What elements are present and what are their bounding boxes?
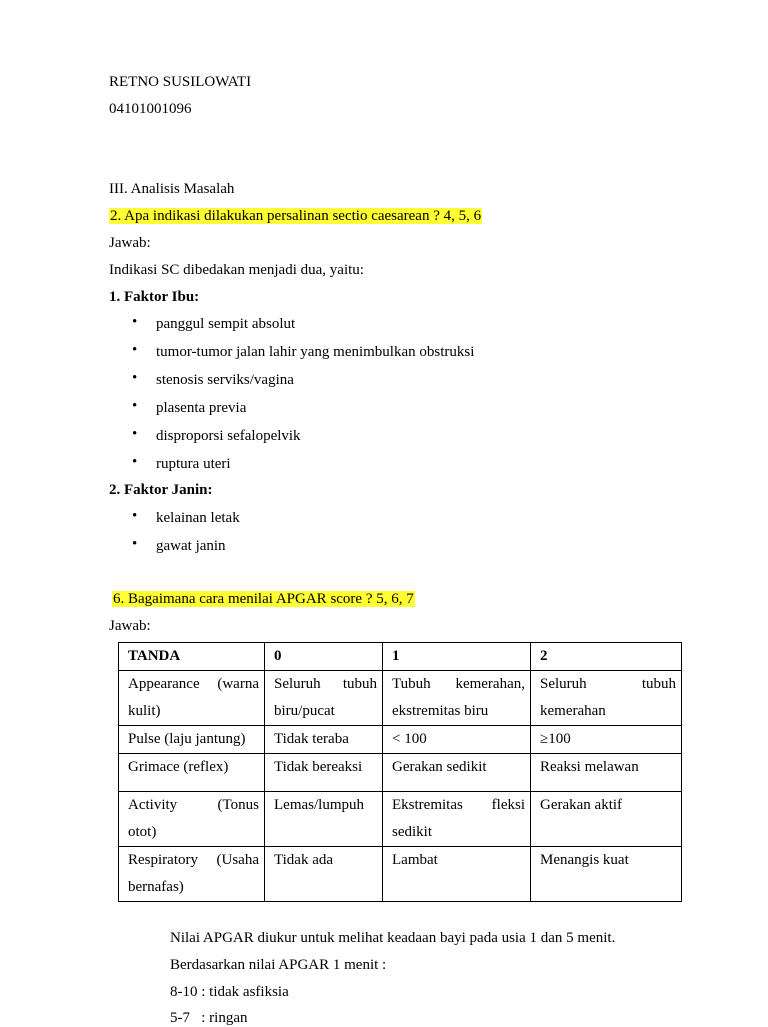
cell-text: sedikit bbox=[392, 824, 432, 840]
list-item: stenosis serviks/vagina bbox=[156, 372, 294, 388]
table-cell: Pulse (laju jantung) bbox=[119, 726, 265, 754]
cell-text: biru/pucat bbox=[274, 703, 335, 719]
cell-text: fleksi bbox=[491, 797, 525, 813]
list-item: kelainan letak bbox=[156, 510, 240, 526]
bullet-icon: • bbox=[132, 398, 138, 414]
cell-text: ekstremitas biru bbox=[392, 703, 489, 719]
table-cell: < 100 bbox=[383, 726, 531, 754]
table-cell bbox=[383, 671, 531, 726]
table-cell: Menangis kuat bbox=[531, 847, 682, 902]
cell-text: (warna bbox=[217, 676, 259, 692]
author-name: RETNO SUSILOWATI bbox=[109, 74, 252, 90]
cell-text: kulit) bbox=[128, 703, 161, 719]
bullet-icon: • bbox=[132, 426, 138, 442]
cell-text: tubuh bbox=[342, 676, 377, 692]
cell-text: Seluruh bbox=[274, 676, 321, 692]
answer-intro: Indikasi SC dibedakan menjadi dua, yaitu: bbox=[109, 262, 364, 278]
table-cell: ≥100 bbox=[531, 726, 682, 754]
note-line: Nilai APGAR diukur untuk melihat keadaan bayi pada usia 1 dan 5 menit. bbox=[170, 930, 616, 946]
table-header: 1 bbox=[383, 643, 531, 671]
table-cell bbox=[383, 792, 531, 847]
table-cell bbox=[265, 671, 383, 726]
table-cell bbox=[531, 671, 682, 726]
cell-text: kemerahan bbox=[540, 703, 606, 719]
list-item: panggul sempit absolut bbox=[156, 316, 296, 332]
bullet-icon: • bbox=[132, 508, 138, 524]
cell-text: Activity bbox=[128, 797, 178, 813]
table-header: 2 bbox=[531, 643, 682, 671]
cell-text: Ekstremitas bbox=[392, 797, 463, 813]
list-item: tumor-tumor jalan lahir yang menimbulkan obstruksi bbox=[156, 344, 475, 360]
section-heading: III. Analisis Masalah bbox=[109, 181, 235, 197]
table-cell: Reaksi melawan bbox=[531, 754, 682, 792]
bullet-icon: • bbox=[132, 536, 138, 552]
table-header-row bbox=[119, 643, 682, 671]
cell-text: bernafas) bbox=[128, 879, 184, 895]
table-row bbox=[119, 754, 682, 792]
bullet-icon: • bbox=[132, 314, 138, 330]
cell-text: (Tonus bbox=[217, 797, 259, 813]
table-header: TANDA bbox=[119, 643, 265, 671]
bullet-icon: • bbox=[132, 454, 138, 470]
cell-text: (Usaha bbox=[216, 852, 259, 868]
group-title-ibu: 1. Faktor Ibu: bbox=[109, 289, 200, 305]
note-line: Berdasarkan nilai APGAR 1 menit : bbox=[170, 957, 387, 973]
table-cell bbox=[119, 847, 265, 902]
note-line: 5-7 : ringan bbox=[170, 1010, 248, 1026]
table-row bbox=[119, 671, 682, 726]
table-row bbox=[119, 847, 682, 902]
table-cell bbox=[119, 671, 265, 726]
list-item: plasenta previa bbox=[156, 400, 247, 416]
table-header: 0 bbox=[265, 643, 383, 671]
answer-label: Jawab: bbox=[109, 235, 151, 251]
table-cell bbox=[119, 792, 265, 847]
list-item: disproporsi sefalopelvik bbox=[156, 428, 301, 444]
bullet-icon: • bbox=[132, 370, 138, 386]
cell-text: Appearance bbox=[128, 676, 200, 692]
cell-text: Seluruh bbox=[540, 676, 587, 692]
table-cell: Tidak teraba bbox=[265, 726, 383, 754]
cell-text: Tubuh bbox=[392, 676, 431, 692]
list-item: gawat janin bbox=[156, 538, 226, 554]
bullet-icon: • bbox=[132, 342, 138, 358]
cell-text: Respiratory bbox=[128, 852, 198, 868]
table-cell: Tidak bereaksi bbox=[265, 754, 383, 792]
answer-label-2: Jawab: bbox=[109, 618, 151, 634]
table-cell: Grimace (reflex) bbox=[119, 754, 265, 792]
question-2: 2. Apa indikasi dilakukan persalinan sectio caesarean ? 4, 5, 6 bbox=[110, 208, 482, 224]
table-cell: Lemas/lumpuh bbox=[265, 792, 383, 847]
table-cell: Lambat bbox=[383, 847, 531, 902]
table-cell: Gerakan sedikit bbox=[383, 754, 531, 792]
list-item: ruptura uteri bbox=[156, 456, 231, 472]
student-id: 04101001096 bbox=[109, 101, 192, 117]
note-line: 8-10 : tidak asfiksia bbox=[170, 984, 289, 1000]
table-row bbox=[119, 726, 682, 754]
cell-text: kemerahan, bbox=[455, 676, 525, 692]
cell-text: otot) bbox=[128, 824, 157, 840]
cell-text: tubuh bbox=[641, 676, 676, 692]
table-cell: Gerakan aktif bbox=[531, 792, 682, 847]
group-title-janin: 2. Faktor Janin: bbox=[109, 482, 213, 498]
apgar-table bbox=[118, 642, 682, 902]
table-row bbox=[119, 792, 682, 847]
table-cell: Tidak ada bbox=[265, 847, 383, 902]
question-6: 6. Bagaimana cara menilai APGAR score ? 5, 6, 7 bbox=[113, 591, 414, 607]
